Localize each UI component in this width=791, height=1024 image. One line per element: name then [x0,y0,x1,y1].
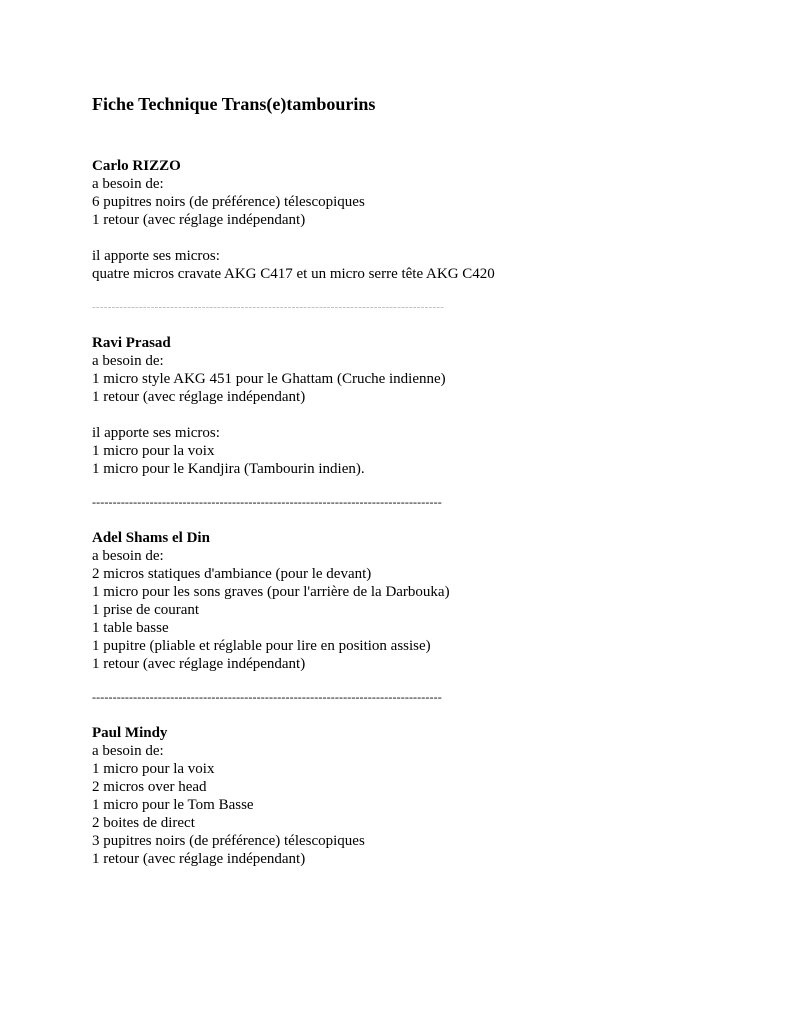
need-item: 1 pupitre (pliable et réglable pour lire en position assise) [92,638,431,654]
separator-line: ------------------------------------------------------------------------------------- [92,495,442,509]
need-item: 1 retour (avec réglage indépendant) [92,851,306,867]
needs-label: a besoin de: [92,176,164,192]
need-item: 1 retour (avec réglage indépendant) [92,656,306,672]
performer-name: Carlo RIZZO [92,158,181,174]
need-item: 2 micros over head [92,779,207,795]
need-item: 1 micro pour les sons graves (pour l'arrière de la Darbouka) [92,584,450,600]
performer-name: Ravi Prasad [92,335,171,351]
need-item: 1 table basse [92,620,169,636]
need-item: 1 micro style AKG 451 pour le Ghattam (Cruche indienne) [92,371,446,387]
blank-line [92,406,752,424]
need-item: 3 pupitres noirs (de préférence) télescopiques [92,833,365,849]
need-item: 1 micro pour la voix [92,761,215,777]
performer-name: Adel Shams el Din [92,530,210,546]
brings-label: il apporte ses micros: [92,248,220,264]
section-paul-mindy [92,724,752,868]
section-adel-shams-el-din [92,529,752,673]
need-item: 1 prise de courant [92,602,200,618]
needs-label: a besoin de: [92,353,164,369]
need-item: 1 retour (avec réglage indépendant) [92,389,306,405]
separator-line: ------------------------------------------------------------------------------------------ [92,301,445,313]
brings-item: 1 micro pour le Kandjira (Tambourin indien). [92,461,365,477]
section-carlo-rizzo [92,157,752,283]
brings-item: quatre micros cravate AKG C417 et un micro serre tête AKG C420 [92,266,495,282]
need-item: 1 micro pour le Tom Basse [92,797,254,813]
brings-label: il apporte ses micros: [92,425,220,441]
separator-line: ------------------------------------------------------------------------------------- [92,690,442,704]
document-title: Fiche Technique Trans(e)tambourins [92,94,376,114]
need-item: 2 micros statiques d'ambiance (pour le devant) [92,566,372,582]
needs-label: a besoin de: [92,743,164,759]
need-item: 2 boites de direct [92,815,195,831]
blank-line [92,229,752,247]
document-page [92,93,752,868]
brings-item: 1 micro pour la voix [92,443,215,459]
needs-label: a besoin de: [92,548,164,564]
section-ravi-prasad [92,334,752,478]
performer-name: Paul Mindy [92,725,168,741]
need-item: 6 pupitres noirs (de préférence) télescopiques [92,194,365,210]
need-item: 1 retour (avec réglage indépendant) [92,212,306,228]
